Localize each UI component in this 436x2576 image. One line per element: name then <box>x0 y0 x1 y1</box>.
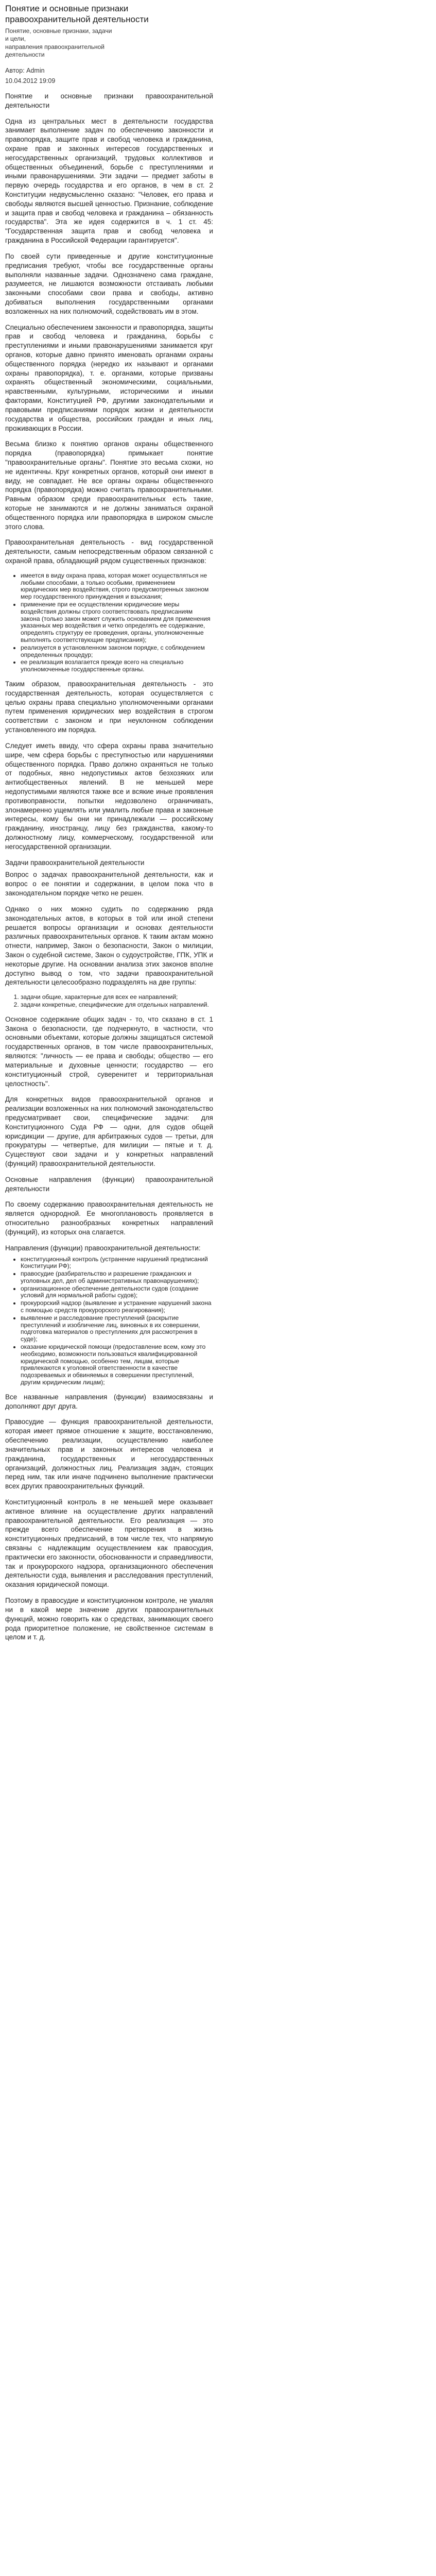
list-item: • реализуется в установленном законом порядке, с соблюдением определенных процедур; <box>21 645 213 659</box>
list-item: • организационное обеспечение деятельности судов (создание условий для нормальной работы судов); <box>21 1285 213 1300</box>
paragraph: Весьма близко к понятию органов охраны общественного порядка (правопорядка) примыкает понятие "правоохранительные органы". Понятие это весьма схожи, но не идентичны. Круг конкретных органов, который они имеют в виду, не совпадает. Не все органы охраны общественного порядка (правопорядка) можно считать правоохранительными. Равным образом среди правоохранительных есть такие, которые не занимаются и не должны заниматься охраной общественного порядка или правопорядка в широком смысле этого слова. <box>5 440 213 531</box>
paragraph: Основное содержание общих задач - то, что сказано в ст. 1 Закона о безопасности, где подчеркнуто, в частности, что основными объектами, которые должны защищаться системой государственных органов, в том числе правоохранительных, являются: "личность — ее права и свободы; общество — его материальные и духовные ценности; государство — его конституционный строй, суверенитет и территориальная целостность". <box>5 1015 213 1088</box>
paragraph: Основные направления (функции) правоохранительной деятельности <box>5 1175 213 1193</box>
paragraph: Однако о них можно судить по содержанию ряда законодательных актов, в которых в той или иной степени решается вопросы организации и основах деятельности различных правоохранительных органов. К таким актам можно отнести, например, Закон о безопасности, Закон о милиции, Закон о судебной системе, Закон о судоустройстве, ГПК, УПК и некоторые другие. На основании анализа этих законов вполне доступно вывод о том, что задачи правоохранительной деятельности целесообразно подразделять на две группы: <box>5 905 213 987</box>
paragraph: По своей сути приведенные и другие конституционные предписания требуют, чтобы все государственные органы выполняли названные задачи. Однозначено сама граждане, разумеется, не лишаются возможности отстаивать любыми законными способами свои права и свободы, активно добиваться выполнения государственными органами возложенных на них полномочий, содействовать им в этом. <box>5 252 213 315</box>
paragraph: Конституционный контроль в не меньшей мере оказывает активное влияние на осуществление других направлений правоохранительной деятельности. Его реализация — это прежде всего обеспечение претворения в жизнь конституционных предписаний, в том числе тех, что напрямую связаны с надлежащим осуществлением как правосудия, практически его законности, обоснованности и справедливости, так и прокурорского надзора, организационного обеспечения деятельности суда, выявления и расследования преступлений, оказания юридической помощи. <box>5 1498 213 1589</box>
list-item: • прокурорский надзор (выявление и устранение нарушений закона с помощью средств прокурорского реагирования); <box>21 1300 213 1314</box>
article-subtitle <box>5 27 213 59</box>
numbered-list <box>5 994 213 1009</box>
bullet-list <box>5 572 213 673</box>
list-item: • ее реализация возлагается прежде всего на специально уполномоченные государственные органы. <box>21 659 213 673</box>
subtitle-line: Понятие, основные признаки, задачи <box>5 27 112 35</box>
section-heading: Направления (функции) правоохранительной деятельности: <box>5 1244 201 1252</box>
list-item: • оказание юридической помощи (предоставление всем, кому это необходимо, возможности пользоваться квалифицированной юридической помощью, особенно тем, лицам, которые привлекаются к уголовной ответственности в качестве подозреваемых и обвиняемых в совершении преступлений, другим юридическим лицам); <box>21 1344 213 1386</box>
article-author: Автор: Admin <box>5 66 45 74</box>
list-item: 2. задачи конкретные, специфические для отдельных направлений. <box>21 1002 213 1009</box>
article-page <box>0 0 218 1659</box>
bullet-list <box>5 1256 213 1386</box>
list-item: • конституционный контроль (устранение нарушений предписаний Конституции РФ); <box>21 1256 213 1270</box>
article-body <box>5 92 213 1642</box>
paragraph: Специально обеспечением законности и правопорядка, защиты прав и свобод человека и гражданина, борьбы с преступлениями и иными правонарушениями занимается круг органов, которые давно принято именовать органами охраны общественного порядка (нередко их называют и органами охраны правопорядка), т. е. органами, которые призваны охранять общественный экономическими, социальными, нравственными, культурными, историческими и иными факторами, Конституцией РФ, другими законодательными и правовыми предписаниями порядок жизни и деятельности государства и общества, российских граждан и иных лиц, проживающих в России. <box>5 323 213 432</box>
subtitle-line: направления правоохранительной <box>5 43 104 50</box>
paragraph: Поэтому в правосудие и конституционном контроле, не умаляя ни в какой мере значение других правоохранительных функций, можно говорить как о средствах, занимающих своего рода приоритетное положение, не свойственное системам в целом и т. д. <box>5 1597 213 1641</box>
list-item: • выявление и расследование преступлений (раскрытие преступлений и изобличение лиц, виновных в их совершении, подготовка материалов о преступлениях для рассмотрения в суде); <box>21 1315 213 1343</box>
article-title: Понятие и основные признаки правоохранительной деятельности <box>5 4 149 25</box>
paragraph: Одна из центральных мест в деятельности государства занимает выполнение задач по обеспечению законности и правопорядка, защите прав и свобод человека и гражданина, охране прав и законных интересов государственных и негосударственных организаций, трудовых коллективов и общественных объединений, борьбе с преступлениями и иными правонарушениями. Эти задачи — предмет заботы в первую очередь государства и его органов, в чем в ст. 2 Конституции недвусмысленно сказано: "Человек, его права и свободы являются высшей ценностью. Признание, соблюдение и защита прав и свобод человека и гражданина – обязанность государства". Эта же идея содержится в ч. 1 ст. 45: "Государственная защита прав и свобод человека и гражданина в Российской Федерации гарантируется". <box>5 117 213 245</box>
paragraph: Вопрос о задачах правоохранительной деятельности, как и вопрос о ее понятии и содержании, в целом пока что в законодательном порядке четко не решен. <box>5 871 213 897</box>
paragraph: Для конкретных видов правоохранительной органов и реализации возложенных на них полномочий законодательство предусматривает свои, специфические задачи: для Конституционного Суда РФ — одни, для судов общей юрисдикции — другие, для арбитражных судов — третьи, для прокуратуры — четвертые, для милиции — пятые и т. д. Существуют свои задачи и у конкретных направлений (функций) правоохранительной деятельности. <box>5 1095 213 1167</box>
list-item: 1. задачи общие, характерные для всех ее направлений; <box>21 994 213 1001</box>
list-item: • правосудие (разбирательство и разрешение гражданских и уголовных дел, дел об административных правонарушениях); <box>21 1270 213 1285</box>
section-heading: Задачи правоохранительной деятельности <box>5 858 145 867</box>
article-date: 10.04.2012 19:09 <box>5 77 56 85</box>
paragraph: Правосудие — функция правоохранительной деятельности, которая имеет прямое отношение к защите, восстановлению, обеспечению реализации, осуществлению наиболее значительных прав и законных интересов человека и гражданина, государственных и негосударственных организаций, должностных лиц. Реализация задач, стоящих перед ним, так или иначе подчинено выполнение практически всех других правоохранительных функций. <box>5 1418 213 1490</box>
list-item: • применение при ее осуществлении юридические меры воздействия должны строго соответствовать предписаниям закона (только закон может служить основанием для применения указанных мер воздействия и четко определять ее содержание, определять структуру ее проведения, органы, уполномоченные выполнять соответствующие предписания); <box>21 601 213 644</box>
subtitle-line: деятельности <box>5 51 45 59</box>
paragraph: Таким образом, правоохранительная деятельность - это государственная деятельность, которая осуществляется с целью охраны права специально уполномоченными органами путем применения юридических мер воздействия в строгом соответствии с законом и при неуклонном соблюдении установленного им порядка. <box>5 680 213 734</box>
subtitle-line: и цели, <box>5 35 26 43</box>
paragraph: Все названные направления (функции) взаимосвязаны и дополняют друг друга. <box>5 1393 213 1410</box>
paragraph: Правоохранительная деятельность - вид государственной деятельности, самым непосредственным образом связанной с охраной права, обладающий рядом существенных признаков: <box>5 538 213 565</box>
list-item: • имеется в виду охрана права, которая может осуществляться не любыми способами, а только особыми, применением юридических мер воздействия, строго предусмотренных законом мер государственного принуждения и взыскания; <box>21 572 213 601</box>
paragraph: Следует иметь ввиду, что сфера охраны права значительно шире, чем сфера борьбы с преступностью или нарушениями общественного порядка. Право должно охраняться не только от подобных, явно недопустимых актов безхозяких или антиобщественных явлений. В не меньшей мере недопустимыми являются также все и всякие иные проявления противоправности, попытки недозволено ограничивать, злонамеренно ущемлять или умалить любые права и законные интересы, кому бы они ни принадлежали — российскому гражданину, иностранцу, лицу без гражданства, какому-то должностному лицу, коммерческому, государственной или негосударственной организации. <box>5 741 213 851</box>
paragraph: По своему содержанию правоохранительная деятельность не является однородной. Ее многоплановость проявляется в относительно разнообразных конкретных направлений (функций), из которых она слагается. <box>5 1200 213 1236</box>
paragraph: Понятие и основные признаки правоохранительной деятельности <box>5 92 213 109</box>
